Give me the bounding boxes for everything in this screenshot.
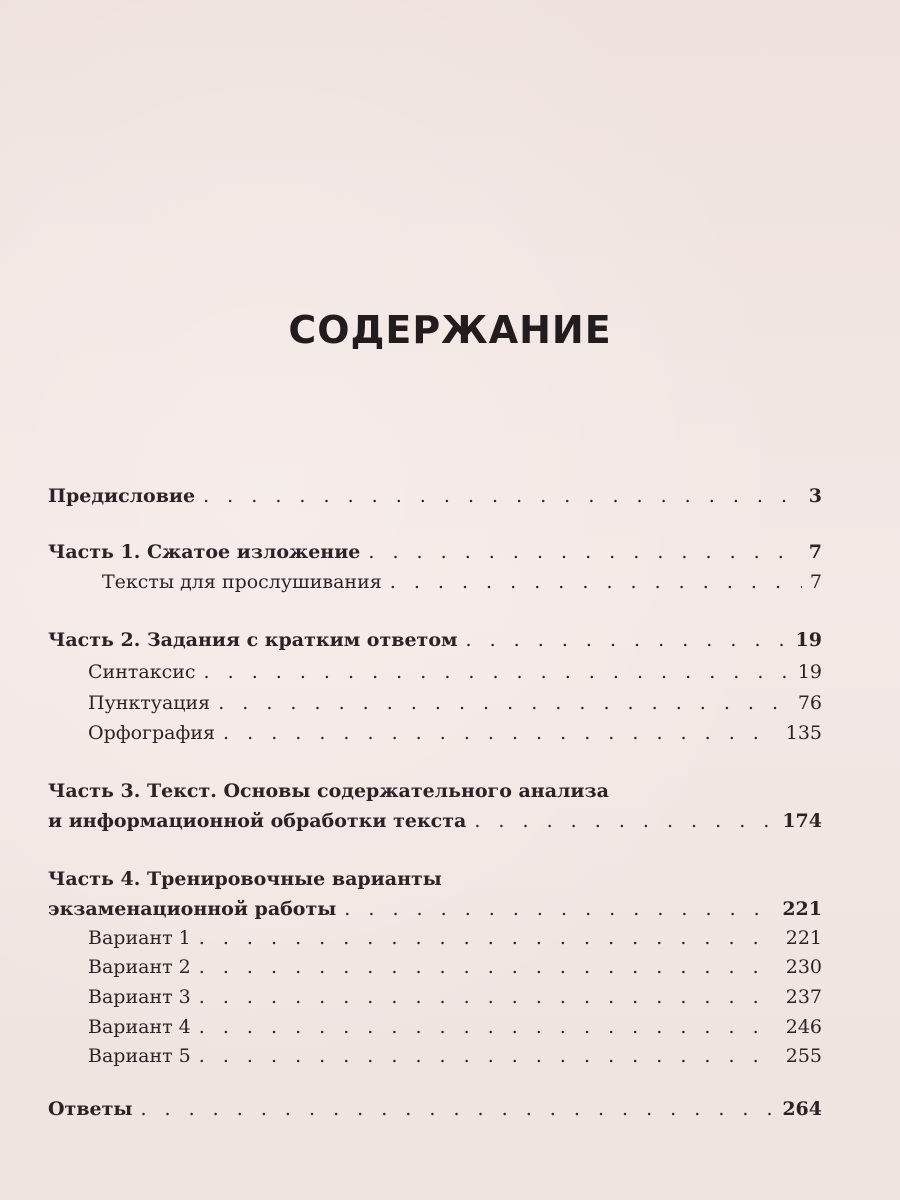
toc-entry-label: Ответы: [48, 1098, 133, 1120]
toc-entry-label: Часть 2. Задания с кратким ответом: [48, 629, 458, 651]
dot-leader: [390, 568, 802, 596]
toc-page-number: 7: [809, 571, 822, 593]
toc-entry-label: Вариант 5: [88, 1045, 191, 1067]
toc-page-number: 3: [808, 485, 822, 507]
toc-page-number: 19: [795, 629, 822, 651]
toc-page-number: 221: [782, 898, 822, 920]
toc-entry-preface[interactable]: [48, 482, 822, 510]
toc-entry-part3-line1[interactable]: Часть 3. Текст. Основы содержательного анализа: [48, 780, 609, 802]
toc-entry-orthography[interactable]: [88, 719, 822, 747]
page-title: СОДЕРЖАНИЕ: [288, 308, 612, 352]
toc-page-number: 76: [797, 692, 822, 714]
toc-entry-part4-line1[interactable]: Часть 4. Тренировочные варианты: [48, 868, 442, 890]
toc-page-number: 135: [785, 722, 822, 744]
toc-page-number: 230: [785, 956, 822, 978]
toc-entry-variant-2[interactable]: [88, 953, 822, 981]
toc-entry-label: экзаменационной работы: [48, 898, 337, 920]
toc-page-number: 264: [782, 1098, 822, 1120]
toc-entry-label: Тексты для прослушивания: [102, 571, 382, 593]
toc-page-number: 221: [785, 927, 822, 949]
dot-leader: [223, 719, 778, 747]
toc-entry-label: Вариант 4: [88, 1016, 191, 1038]
toc-entry-part2[interactable]: [48, 626, 822, 654]
toc-entry-label: Вариант 1: [88, 927, 191, 949]
toc-entry-part4[interactable]: [48, 895, 822, 923]
toc-entry-variant-1[interactable]: [88, 924, 822, 952]
toc-entry-punctuation[interactable]: [88, 689, 822, 717]
toc-page-number: 255: [785, 1045, 822, 1067]
toc-page-number: 7: [808, 541, 822, 563]
toc-entry-label: Часть 1. Сжатое изложение: [48, 541, 361, 563]
toc-page-number: 19: [797, 661, 822, 683]
dot-leader: [204, 658, 790, 686]
toc-entry-label: и информационной обработки текста: [48, 810, 467, 832]
dot-leader: [199, 1013, 778, 1041]
dot-leader: [199, 924, 778, 952]
dot-leader: [466, 626, 788, 654]
toc-entry-label: Предисловие: [48, 485, 196, 507]
toc-entry-label: Пунктуация: [88, 692, 211, 714]
toc-entry-label: Вариант 3: [88, 986, 191, 1008]
dot-leader: [140, 1095, 774, 1123]
dot-leader: [203, 482, 801, 510]
dot-leader: [199, 1042, 778, 1070]
toc-entry-label: Вариант 2: [88, 956, 191, 978]
dot-leader: [344, 895, 774, 923]
toc-entry-variant-4[interactable]: [88, 1013, 822, 1041]
toc-page-number: 174: [782, 810, 822, 832]
dot-leader: [368, 538, 800, 566]
toc-entry-answers[interactable]: [48, 1095, 822, 1123]
toc-entry-listening-texts[interactable]: [102, 568, 822, 596]
toc-entry-part1[interactable]: [48, 538, 822, 566]
toc-entry-part3[interactable]: [48, 807, 822, 835]
toc-page-number: 246: [785, 1016, 822, 1038]
toc-entry-label: Синтаксис: [88, 661, 196, 683]
dot-leader: [218, 689, 790, 717]
dot-leader: [474, 807, 774, 835]
dot-leader: [199, 983, 778, 1011]
dot-leader: [199, 953, 778, 981]
toc-page-number: 237: [785, 986, 822, 1008]
toc-entry-label: Орфография: [88, 722, 216, 744]
toc-entry-syntax[interactable]: [88, 658, 822, 686]
toc-entry-variant-3[interactable]: [88, 983, 822, 1011]
toc-entry-variant-5[interactable]: [88, 1042, 822, 1070]
